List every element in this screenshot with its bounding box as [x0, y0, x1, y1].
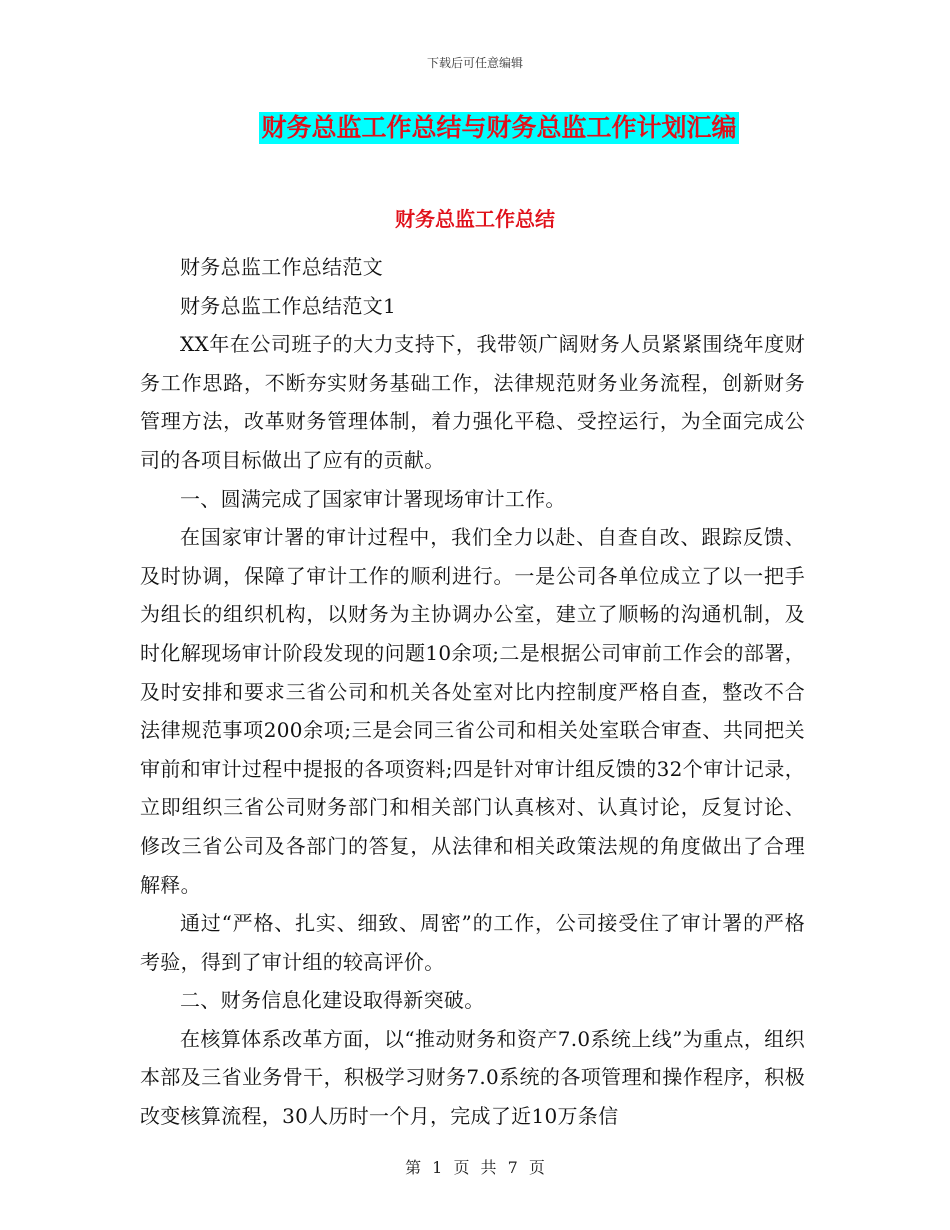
page-footer-number: 第 1 页 共 7 页 — [405, 1158, 545, 1177]
paragraph-section-1-summary: 通过“严格、扎实、细致、周密”的工作，公司接受住了审计署的严格考验，得到了审计组的较高评价。 — [140, 911, 805, 974]
paragraph-section-1-heading: 一、圆满完成了国家审计署现场审计工作。 — [180, 486, 566, 511]
page-header-note: 下载后可任意编辑 — [426, 56, 523, 70]
main-title-container — [0, 112, 950, 144]
paragraph-heading-sample-1: 财务总监工作总结范文1 — [180, 293, 397, 318]
paragraph-heading-sample: 财务总监工作总结范文 — [180, 255, 383, 279]
document-body — [140, 248, 805, 1136]
paragraph-intro: XX年在公司班子的大力支持下，我带领广阔财务人员紧紧围绕年度财务工作思路，不断夯实财务基础工作，法律规范财务业务流程，创新财务管理方法，改革财务管理体制，着力强化平稳、受控运行，为全面完成公司的各项目标做出了应有的贡献。 — [140, 332, 805, 472]
paragraph-section-2-heading: 二、财务信息化建设取得新突破。 — [180, 988, 485, 1013]
paragraph-section-2-body: 在核算体系改革方面，以“推动财务和资产7.0系统上线”为重点，组织本部及三省业务骨干，积极学习财务7.0系统的各项管理和操作程序，积极改变核算流程，30人历时一个月，完成了近10万条信 — [140, 1026, 805, 1129]
paragraph-section-1-body: 在国家审计署的审计过程中，我们全力以赴、自查自改、跟踪反馈、及时协调，保障了审计工作的顺利进行。一是公司各单位成立了以一把手为组长的组织机构，以财务为主协调办公室，建立了顺畅的沟通机制，及时化解现场审计阶段发现的问题10余项;二是根据公司审前工作会的部署，及时安排和要求三省公司和机关各处室对比内控制度严格自查，整改不合法律规范事项200余项;三是会同三省公司和相关处室联合审查、共同把关审前和审计过程中提报的各项资料;四是针对审计组反馈的32个审计记录，立即组织三省公司财务部门和相关部门认真核对、认真讨论，反复讨论、修改三省公司及各部门的答复，从法律和相关政策法规的角度做出了合理解释。 — [140, 525, 805, 897]
section-title: 财务总监工作总结 — [395, 207, 555, 231]
document-main-title: 财务总监工作总结与财务总监工作计划汇编 — [261, 113, 737, 142]
